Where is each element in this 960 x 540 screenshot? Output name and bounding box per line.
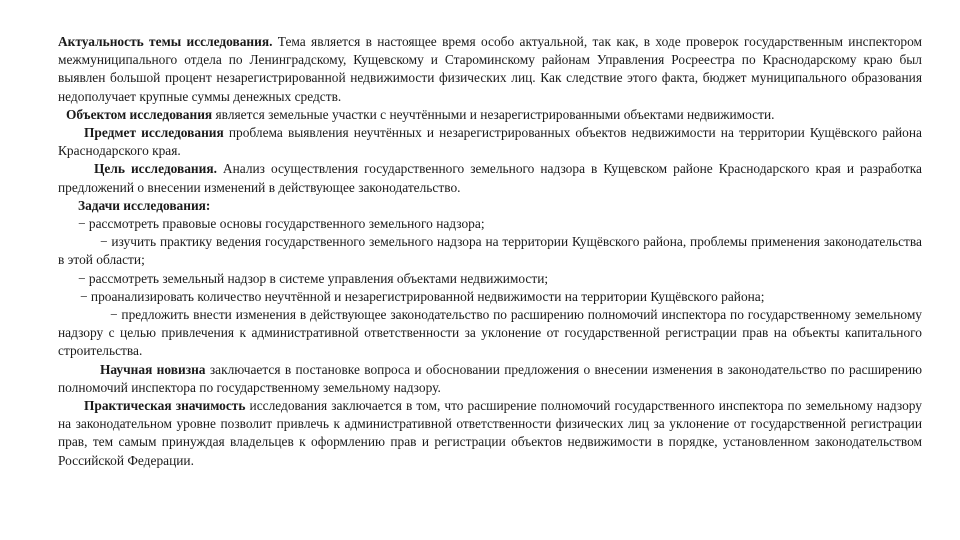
- task-item-3: − рассмотреть земельный надзор в системе управления объектами недвижимости;: [78, 270, 549, 286]
- paragraph-significance: [58, 397, 922, 470]
- relevance-text: Тема является в настоящее время особо актуальной, так как, в ходе проверок государственным инспектором межмуниципального отдела по Ленинградскому, Кущевскому и Староминскому районам Управления Росреестра по Краснодарскому краю был выявлен большой процент незарегистрированной недвижимости физических лиц. Как следствие этого факта, бюджет муниципального образования недополучает крупные суммы денежных средств.: [58, 34, 923, 104]
- object-heading: Объектом исследования: [66, 106, 213, 122]
- paragraph-object: [58, 106, 922, 124]
- significance-text: исследования заключается в том, что расширение полномочий государственного инспектора по земельному надзору на законодательном уровне позволит привлечь к административной ответственности физических лиц за уклонение от государственной регистрации прав, тем самым принуждая владельцев к оформлению прав и регистрации объектов недвижимости в порядке, установленном законодательством Российской Федерации.: [58, 398, 922, 468]
- goal-text: Анализ осуществления государственного земельного надзора в Кущевском районе Краснодарского края и разработка предложений о внесении изменений в действующее законодательство.: [58, 161, 922, 195]
- novelty-text: заключается в постановке вопроса и обосновании предложения о внесении изменения в законодательство по расширению полномочий инспектора по государственному земельному надзору.: [58, 361, 923, 395]
- novelty-heading: Научная новизна: [100, 361, 206, 377]
- paragraph-relevance: [58, 33, 922, 106]
- paragraph-goal: [58, 160, 922, 196]
- paragraph-tasks-heading: [58, 197, 922, 215]
- task-item-1: − рассмотреть правовые основы государственного земельного надзора;: [78, 216, 485, 232]
- task-item-4: − проанализировать количество неучтённой и незарегистрированной недвижимости на территории Кущёвского района;: [80, 288, 765, 304]
- tasks-heading: Задачи исследования:: [78, 197, 211, 213]
- task-item-2: − изучить практику ведения государственного земельного надзора на территории Кущёвского района, проблемы применения законодательства в этой области;: [58, 234, 922, 268]
- task-item-5: − предложить внести изменения в действующее законодательство по расширению полномочий инспектора по государственному земельному надзору с целью привлечения к административной ответственности за уклонение от государственной регистрации прав на объекты капитального строительства.: [58, 307, 922, 359]
- goal-heading: Цель исследования.: [94, 161, 217, 177]
- paragraph-subject: [58, 124, 922, 160]
- paragraph-novelty: [58, 361, 922, 397]
- object-text: является земельные участки с неучтёнными и незарегистрированными объектами недвижимости.: [212, 106, 775, 122]
- document-page: [58, 33, 922, 470]
- subject-text: проблема выявления неучтённых и незарегистрированных объектов недвижимости на территории Кущёвского района Краснодарского края.: [58, 125, 922, 159]
- significance-heading: Практическая значимость: [84, 398, 246, 414]
- subject-heading: Предмет исследования: [84, 125, 224, 141]
- relevance-heading: Актуальность темы исследования.: [58, 34, 273, 49]
